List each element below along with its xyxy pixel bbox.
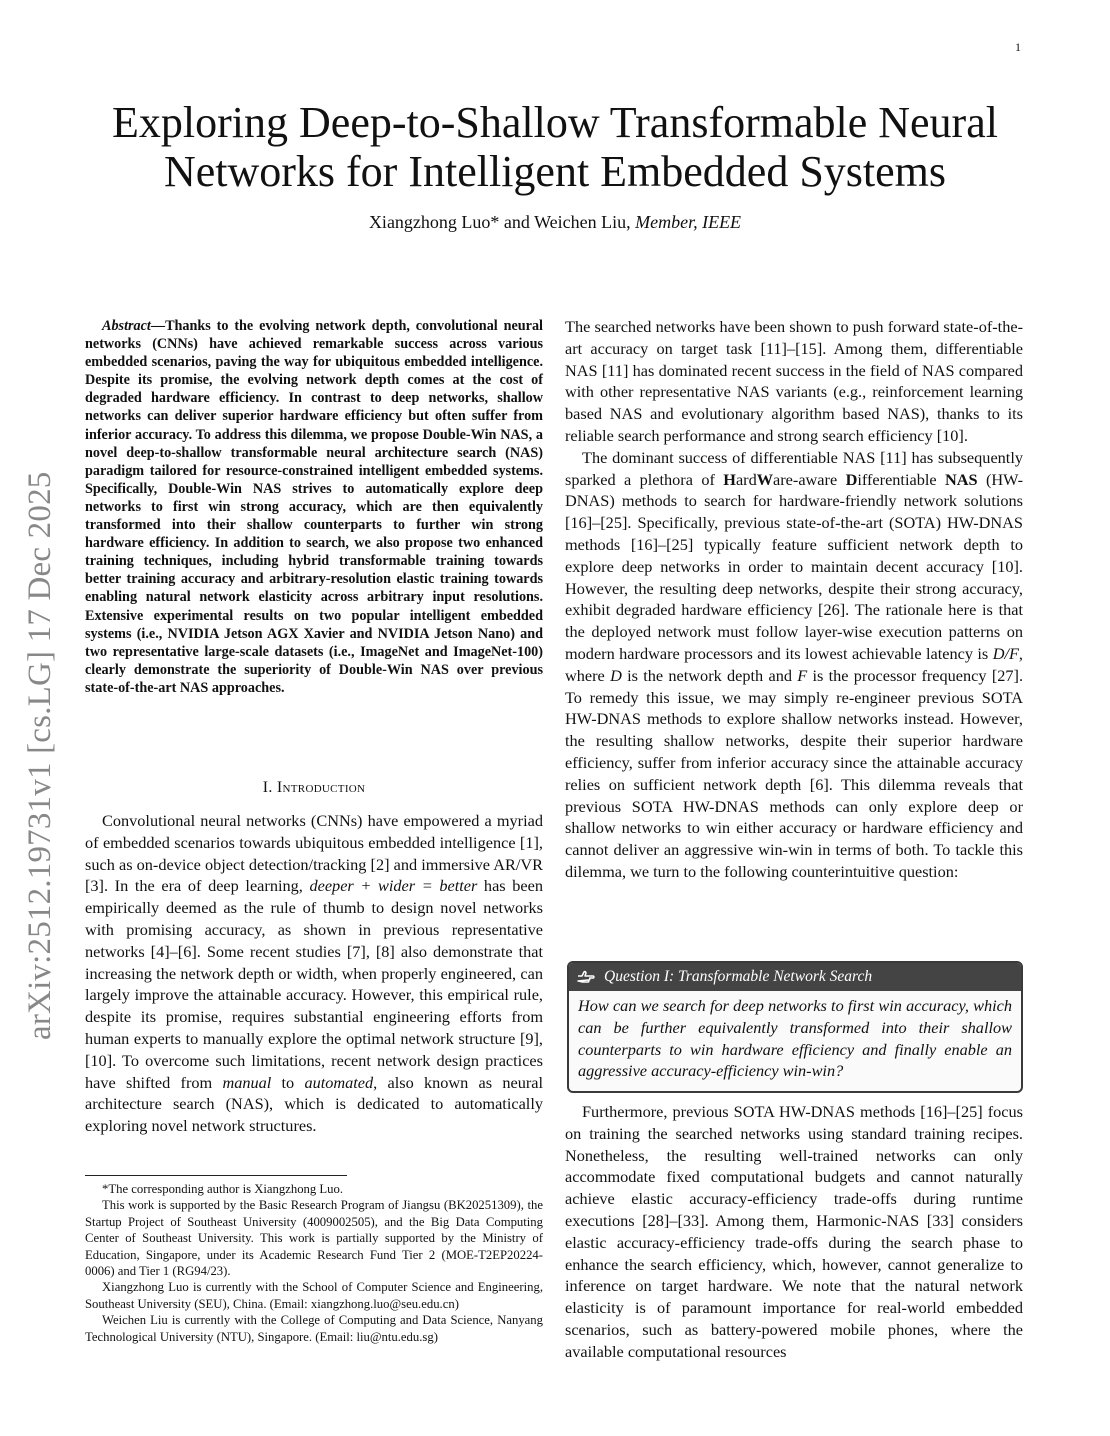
intro-text: Convolutional neural networks (CNNs) have empowered a myriad of embedded scenarios towards ubiquitous embedded intelligence [1], such as on-device object detection/tracking [2] and immersive AR/VR [3]. In the era of deep learning,	[85, 811, 543, 896]
intro-emphasis: deeper + wider = better	[309, 876, 478, 896]
footnote: Weichen Liu is currently with the College of Computing and Data Science, Nanyang Technological University (NTU), Singapore. (Email: liu@ntu.edu.sg)	[85, 1313, 543, 1344]
paper-title	[60, 98, 1050, 196]
bold-letter: H	[723, 469, 736, 489]
bold-letter: W	[756, 469, 774, 489]
right-column-text	[565, 316, 1023, 883]
paragraph: The searched networks have been shown to push forward state-of-the-art accuracy on target task [11]–[15]. Among them, differentiable NAS [11] has dominated recent success in the field of NAS compared with other representative NAS variants (e.g., reinforcement learning based NAS and evolutionary algorithm based NAS), thanks to its reliable search performance and strong search efficiency [10].	[565, 317, 1023, 445]
text: are-aware	[773, 469, 846, 489]
text: (HW-DNAS) methods to search for hardware-friendly network solutions [16]–[25]. Specifically, previous state-of-the-art (SOTA) HW-DNAS methods [16]–[25] typically feature sufficient network depth to explore deep networks in order to maintain decent accuracy [10]. However, the resulting deep networks, despite their strong accuracy, exhibit degraded hardware efficiency [26]. The rationale here is that the deployed network must follow layer-wise execution patterns on modern hardware processors and its lowest achievable latency is	[565, 469, 1024, 663]
page-number: 1	[1015, 40, 1021, 54]
right-column-text-2	[565, 1101, 1023, 1363]
footnotes	[85, 1181, 543, 1345]
footnote-rule	[85, 1175, 347, 1176]
math: D	[610, 665, 622, 685]
intro-text: to	[271, 1072, 305, 1092]
bold-letter: D	[845, 469, 858, 489]
question-box	[567, 961, 1023, 1093]
author-membership: Member, IEEE	[635, 212, 742, 232]
title-line-2: Networks for Intelligent Embedded Systems	[163, 147, 947, 196]
hand-pointing-icon	[577, 970, 595, 984]
text: is the network depth and	[621, 665, 798, 685]
bold-letter: NAS	[944, 469, 978, 489]
question-title: Question I: Transformable Network Search	[604, 968, 873, 985]
author-names: Xiangzhong Luo* and Weichen Liu,	[368, 212, 636, 232]
title-line-1: Exploring Deep-to-Shallow Transformable Neural	[112, 98, 998, 147]
intro-text: , also known as neural architecture search (NAS), which is dedicated to automatically exploring novel network structures.	[85, 1072, 544, 1136]
math: F	[797, 665, 808, 685]
arxiv-stamp: arXiv:2512.19731v1 [cs.LG] 17 Dec 2025	[22, 471, 58, 1040]
math: D/F	[992, 643, 1019, 663]
footnote: *The corresponding author is Xiangzhong Luo.	[102, 1182, 344, 1196]
text: ard	[735, 469, 757, 489]
text: ifferentiable	[857, 469, 945, 489]
intro-emphasis: manual	[222, 1072, 272, 1092]
abstract-text: —Thanks to the evolving network depth, convolutional neural networks (CNNs) have achieved remarkable success across various embedded scenarios, paving the way for ubiquitous embedded intelligence. Despite its promise, the evolving network depth comes at the cost of degraded hardware efficiency. In contrast to deep networks, shallow networks can deliver superior hardware efficiency but often suffer from inferior accuracy. To address this dilemma, we propose Double-Win NAS, a novel deep-to-shallow transformable neural architecture search (NAS) paradigm tailored for resource-constrained intelligent embedded systems. Specifically, Double-Win NAS strives to automatically explore deep networks to first win strong accuracy, which are then equivalently transformed into their shallow counterparts to further win strong hardware efficiency. In addition to search, we also propose two enhanced training techniques, including hybrid transformable training towards better training accuracy and arbitrary-resolution elastic training towards enabling natural network elasticity across arbitrary input resolutions. Extensive experimental results on two popular intelligent embedded systems (i.e., NVIDIA Jetson AGX Xavier and NVIDIA Jetson Nano) and two representative large-scale datasets (i.e., ImageNet and ImageNet-100) clearly demonstrate the superiority of Double-Win NAS over previous state-of-the-art NAS approaches.	[85, 318, 543, 696]
question-body: How can we search for deep networks to first win accuracy, which can be further equivalently transformed into their shallow counterparts to win hardware efficiency and finally enable an aggressive accuracy-efficiency win-win?	[578, 996, 1012, 1081]
paragraph	[565, 447, 1023, 883]
footnote: Xiangzhong Luo is currently with the School of Computer Science and Engineering, Southeast University (SEU), China. (Email: xiangzhong.luo@seu.edu.cn)	[85, 1280, 543, 1311]
abstract-lead: Abstract	[102, 318, 151, 334]
question-header	[569, 963, 1021, 991]
footnote: This work is supported by the Basic Research Program of Jiangsu (BK20251309), the Startup Project of Southeast University (4009002505), and the Big Data Computing Center of Southeast University. This work is partially supported by the Ministry of Education, Singapore, under its Academic Research Fund Tier 2 (MOE-T2EP20224-0006) and Tier 1 (RG94/23).	[85, 1198, 543, 1279]
authors	[60, 212, 1050, 233]
paragraph: Furthermore, previous SOTA HW-DNAS methods [16]–[25] focus on training the searched networks using standard training recipes. Nonetheless, the resulting well-trained networks can only accommodate fixed computational budgets and cannot naturally achieve elastic accuracy-efficiency trade-offs during runtime executions [28]–[33]. Among them, Harmonic-NAS [33] considers elastic accuracy-efficiency trade-offs during the search phase to enhance the search efficiency, which, however, cannot generalize to inference on target hardware. We note that the natural network elasticity is of paramount importance for real-world embedded scenarios, such as battery-powered mobile phones, where the available computational resources	[565, 1102, 1023, 1361]
text: The dominant success of differentiable NAS [11] has subsequently sparked a plethora of	[565, 447, 1023, 489]
intro-paragraph	[85, 810, 543, 1137]
text: , where	[565, 643, 1023, 685]
section-heading: I. Introduction	[262, 779, 366, 796]
intro-text: has been empirically deemed as the rule of thumb to design novel networks with promising accuracy, as shown in previous representative networks [4]–[6]. Some recent studies [7], [8] also demonstrate that increasing the network depth or width, when properly engineered, can largely improve the attainable accuracy. However, this empirical rule, despite its promise, requires substantial engineering efforts from human experts to manually explore the optimal network structure [9], [10]. To overcome such limitations, recent network design practices have shifted from	[85, 876, 543, 1092]
abstract	[85, 317, 543, 697]
text: is the processor frequency [27]. To remedy this issue, we may simply re-engineer previous SOTA HW-DNAS methods to explore shallow networks instead. However, the resulting shallow networks, despite their superior hardware efficiency, suffer from inferior accuracy since the attainable accuracy relies on sufficient network depth [6]. This dilemma reveals that previous SOTA HW-DNAS methods can only explore deep or shallow networks to win either accuracy or hardware efficiency and cannot deliver an aggressive win-win in terms of both. To tackle this dilemma, we turn to the following counterintuitive question:	[565, 665, 1024, 881]
intro-emphasis: automated	[304, 1072, 374, 1092]
